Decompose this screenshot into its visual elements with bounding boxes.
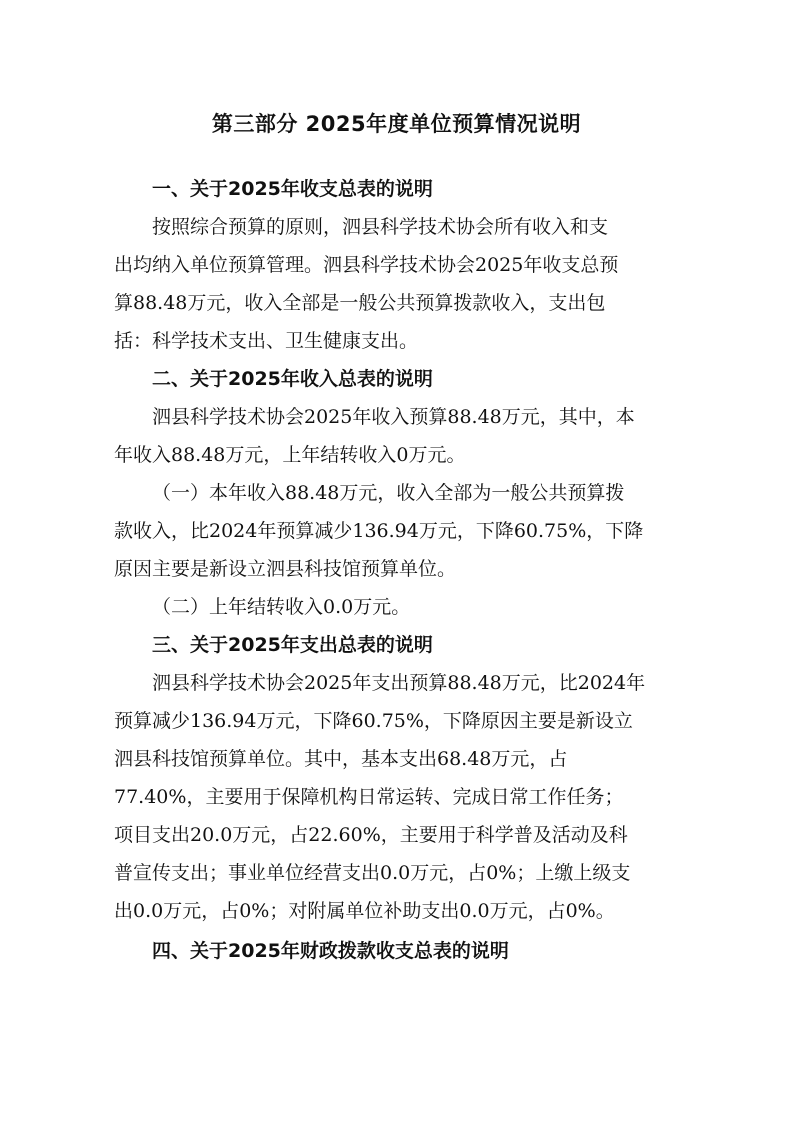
text-line: 泗县科学技术协会2025年支出预算88.48万元，比2024年 (152, 672, 646, 694)
text-line: 普宣传支出；事业单位经营支出0.0万元，占0%；上缴上级支 (114, 862, 631, 884)
text-line: 77.40%，主要用于保障机构日常运转、完成日常工作任务； (114, 786, 624, 808)
text-line: 泗县科学技术协会2025年收入预算88.48万元，其中，本 (152, 406, 635, 428)
text-line: 预算减少136.94万元，下降60.75%，下降原因主要是新设立 (114, 710, 633, 732)
section-1 (114, 170, 682, 360)
text-line: 出0.0万元，占0%；对附属单位补助支出0.0万元，占0%。 (114, 900, 615, 922)
section-heading: 三、关于2025年支出总表的说明 (152, 634, 433, 656)
text-line: 原因主要是新设立泗县科技馆预算单位。 (114, 558, 457, 580)
paragraph (114, 588, 682, 626)
section-2 (114, 360, 682, 626)
text-line: （一）本年收入88.48万元，收入全部为一般公共预算拨 (152, 482, 625, 504)
paragraph (114, 208, 682, 360)
text-line: 项目支出20.0万元，占22.60%，主要用于科学普及活动及科 (114, 824, 628, 846)
page-title: 第三部分 2025年度单位预算情况说明 (211, 112, 582, 136)
section-heading: 一、关于2025年收支总表的说明 (152, 178, 433, 200)
section-3 (114, 626, 682, 930)
paragraph (114, 398, 682, 474)
section-heading: 二、关于2025年收入总表的说明 (152, 368, 433, 390)
paragraph (114, 664, 682, 930)
text-line: 款收入，比2024年预算减少136.94万元，下降60.75%，下降 (114, 520, 644, 542)
section-4 (114, 932, 682, 970)
text-line: 按照综合预算的原则，泗县科学技术协会所有收入和支 (152, 216, 609, 238)
paragraph (114, 474, 682, 588)
text-line: 出均纳入单位预算管理。泗县科学技术协会2025年收支总预 (114, 254, 619, 276)
section-heading: 四、关于2025年财政拨款收支总表的说明 (152, 940, 509, 962)
text-line: 算88.48万元，收入全部是一般公共预算拨款收入，支出包 (114, 292, 606, 314)
document-body (114, 170, 682, 970)
text-line: 年收入88.48万元，上年结转收入0万元。 (114, 444, 466, 466)
text-line: 泗县科技馆预算单位。其中，基本支出68.48万元，占 (114, 748, 568, 770)
text-line: （二）上年结转收入0.0万元。 (152, 596, 411, 618)
text-line: 括：科学技术支出、卫生健康支出。 (114, 330, 419, 352)
